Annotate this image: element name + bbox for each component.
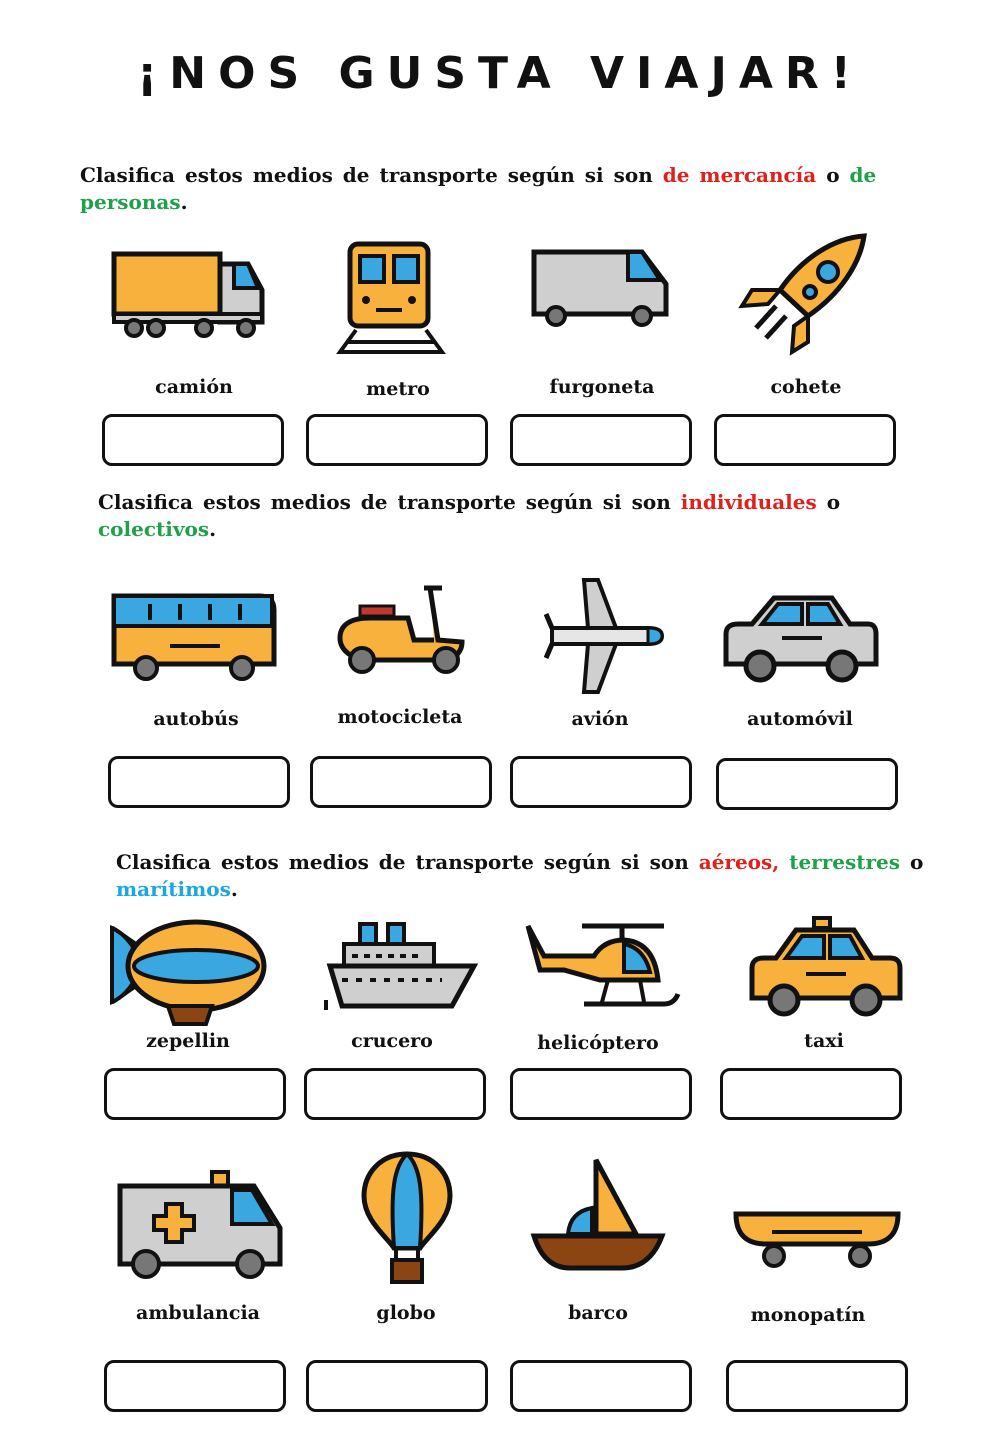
item-label: barco (568, 1302, 628, 1324)
answer-input[interactable] (723, 1071, 903, 1119)
answer-box[interactable] (714, 414, 896, 466)
answer-box[interactable] (310, 756, 492, 808)
instruction-text: Clasifica estos medios de transporte según si son (116, 850, 699, 874)
instruction-conj: o (900, 850, 924, 874)
scooter-icon (334, 580, 470, 680)
item-label: helicóptero (537, 1032, 659, 1054)
answer-input[interactable] (307, 1071, 487, 1119)
answer-box[interactable] (510, 1068, 692, 1120)
answer-input[interactable] (513, 1071, 693, 1119)
answer-input[interactable] (717, 417, 897, 465)
category-individual: individuales (680, 490, 817, 514)
category-air: aéreos, (698, 850, 780, 874)
rocket-icon (736, 232, 870, 356)
instruction-3 (116, 849, 976, 903)
answer-box[interactable] (510, 1360, 692, 1412)
metro-icon (336, 240, 448, 356)
hot-air-balloon-icon (360, 1150, 454, 1286)
page-title: ¡NOS GUSTA VIAJAR! (137, 48, 863, 99)
skateboard-icon (732, 1204, 902, 1274)
item-label: furgoneta (549, 376, 655, 398)
answer-input[interactable] (105, 417, 285, 465)
zeppelin-icon (108, 916, 268, 1028)
instruction-conj: o (816, 163, 850, 187)
answer-input[interactable] (309, 417, 489, 465)
answer-input[interactable] (111, 759, 291, 807)
item-label: avión (571, 708, 629, 730)
answer-box[interactable] (726, 1360, 908, 1412)
airplane-icon (544, 576, 666, 696)
item-label: autobús (153, 708, 239, 730)
item-label: monopatín (750, 1304, 866, 1326)
answer-input[interactable] (513, 759, 693, 807)
answer-input[interactable] (729, 1363, 909, 1411)
item-label: camión (155, 376, 233, 398)
item-label: ambulancia (136, 1302, 260, 1324)
answer-input[interactable] (309, 1363, 489, 1411)
answer-box[interactable] (716, 758, 898, 810)
category-people-cont: personas (80, 190, 181, 214)
van-icon (530, 248, 672, 328)
answer-input[interactable] (513, 417, 693, 465)
answer-box[interactable] (304, 1068, 486, 1120)
item-label: globo (376, 1302, 436, 1324)
helicopter-icon (524, 920, 682, 1020)
instruction-text: Clasifica estos medios de transporte según si son (80, 163, 663, 187)
item-label: automóvil (747, 708, 853, 730)
category-land: terrestres (789, 850, 900, 874)
category-people: de (849, 163, 877, 187)
instruction-1 (80, 162, 900, 216)
answer-input[interactable] (313, 759, 493, 807)
item-label: crucero (351, 1030, 433, 1052)
instruction-end: . (230, 877, 238, 901)
answer-input[interactable] (107, 1071, 287, 1119)
answer-input[interactable] (513, 1363, 693, 1411)
instruction-2 (98, 489, 918, 543)
item-label: motocicleta (337, 706, 463, 728)
answer-input[interactable] (107, 1363, 287, 1411)
instruction-text: Clasifica estos medios de transporte según si son (98, 490, 681, 514)
category-collective: colectivos (98, 517, 210, 541)
sailboat-icon (530, 1156, 666, 1274)
instruction-end: . (209, 517, 217, 541)
item-label: zepellin (146, 1030, 230, 1052)
category-sea: marítimos (116, 877, 231, 901)
answer-box[interactable] (104, 1068, 286, 1120)
instruction-conj: o (816, 490, 841, 514)
answer-box[interactable] (720, 1068, 902, 1120)
item-label: metro (366, 378, 430, 400)
answer-box[interactable] (306, 1360, 488, 1412)
taxi-icon (748, 914, 904, 1020)
answer-box[interactable] (102, 414, 284, 466)
answer-box[interactable] (108, 756, 290, 808)
answer-input[interactable] (719, 761, 899, 809)
answer-box[interactable] (510, 756, 692, 808)
answer-box[interactable] (104, 1360, 286, 1412)
ambulance-icon (116, 1168, 286, 1282)
answer-box[interactable] (306, 414, 488, 466)
car-icon (722, 592, 880, 688)
item-label: taxi (804, 1030, 844, 1052)
answer-box[interactable] (510, 414, 692, 466)
truck-icon (110, 250, 270, 340)
cruise-ship-icon (322, 920, 482, 1012)
instruction-end: . (180, 190, 188, 214)
category-goods: de mercancía (662, 163, 817, 187)
bus-icon (110, 590, 280, 684)
item-label: cohete (770, 376, 842, 398)
